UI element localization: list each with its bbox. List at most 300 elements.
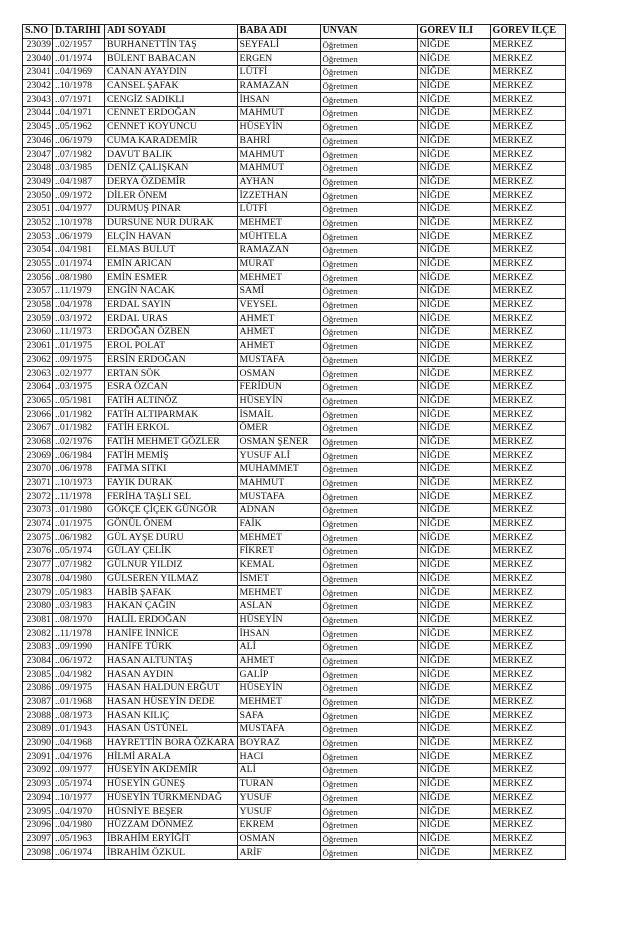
cell-unvan: Öğretmen — [320, 599, 417, 613]
cell-unvan: Öğretmen — [320, 682, 417, 696]
cell-name: GÜL AYŞE DURU — [105, 531, 238, 545]
cell-name: HAKAN ÇAĞIN — [105, 599, 238, 613]
cell-name: HANİFE TÜRK — [105, 640, 238, 654]
cell-sno: 23092 — [23, 764, 53, 778]
cell-date: ..11/1978 — [53, 627, 105, 641]
cell-gorev-il: NİĞDE — [417, 66, 490, 80]
cell-gorev-ilce: MERKEZ — [490, 38, 565, 52]
cell-date: ..01/1982 — [53, 421, 105, 435]
cell-gorev-ilce: MERKEZ — [490, 476, 565, 490]
cell-unvan: Öğretmen — [320, 545, 417, 559]
cell-gorev-il: NİĞDE — [417, 216, 490, 230]
cell-unvan: Öğretmen — [320, 805, 417, 819]
cell-unvan: Öğretmen — [320, 120, 417, 134]
cell-gorev-ilce: MERKEZ — [490, 531, 565, 545]
cell-name: DURSUNE NUR DURAK — [105, 216, 238, 230]
cell-unvan: Öğretmen — [320, 244, 417, 258]
cell-gorev-ilce: MERKEZ — [490, 832, 565, 846]
cell-date: ..01/1975 — [53, 517, 105, 531]
cell-gorev-il: NİĞDE — [417, 326, 490, 340]
cell-date: ..05/1963 — [53, 832, 105, 846]
cell-gorev-il: NİĞDE — [417, 367, 490, 381]
cell-unvan: Öğretmen — [320, 38, 417, 52]
cell-unvan: Öğretmen — [320, 93, 417, 107]
cell-sno: 23061 — [23, 339, 53, 353]
cell-father: SAMİ — [237, 285, 320, 299]
cell-gorev-ilce: MERKEZ — [490, 189, 565, 203]
cell-unvan: Öğretmen — [320, 463, 417, 477]
cell-name: BURHANETTİN TAŞ — [105, 38, 238, 52]
cell-gorev-il: NİĞDE — [417, 394, 490, 408]
cell-date: ..01/1975 — [53, 339, 105, 353]
header-date: D.TARİHİ — [53, 25, 105, 39]
cell-father: HÜSEYİN — [237, 682, 320, 696]
cell-name: EROL POLAT — [105, 339, 238, 353]
cell-gorev-il: NİĞDE — [417, 627, 490, 641]
cell-date: ..10/1978 — [53, 216, 105, 230]
cell-sno: 23081 — [23, 613, 53, 627]
cell-father: MÜHTELA — [237, 230, 320, 244]
cell-date: ..06/1974 — [53, 846, 105, 860]
cell-name: İBRAHİM ERYİĞİT — [105, 832, 238, 846]
cell-gorev-ilce: MERKEZ — [490, 558, 565, 572]
cell-sno: 23055 — [23, 257, 53, 271]
cell-date: ..05/1974 — [53, 545, 105, 559]
cell-father: AHMET — [237, 312, 320, 326]
cell-date: ..04/1968 — [53, 736, 105, 750]
cell-gorev-il: NİĞDE — [417, 599, 490, 613]
cell-father: SAFA — [237, 709, 320, 723]
cell-name: HANİFE İNNİCE — [105, 627, 238, 641]
cell-name: İBRAHİM ÖZKUL — [105, 846, 238, 860]
table-row — [23, 52, 566, 66]
table-row — [23, 832, 566, 846]
cell-sno: 23079 — [23, 586, 53, 600]
cell-sno: 23071 — [23, 476, 53, 490]
cell-sno: 23069 — [23, 449, 53, 463]
cell-father: ÖMER — [237, 421, 320, 435]
cell-gorev-il: NİĞDE — [417, 476, 490, 490]
cell-gorev-ilce: MERKEZ — [490, 777, 565, 791]
table-row — [23, 189, 566, 203]
cell-father: TURAN — [237, 777, 320, 791]
cell-sno: 23076 — [23, 545, 53, 559]
cell-sno: 23052 — [23, 216, 53, 230]
cell-gorev-ilce: MERKEZ — [490, 846, 565, 860]
cell-sno: 23042 — [23, 79, 53, 93]
cell-unvan: Öğretmen — [320, 298, 417, 312]
cell-gorev-ilce: MERKEZ — [490, 613, 565, 627]
header-row — [23, 25, 566, 39]
cell-date: ..07/1982 — [53, 148, 105, 162]
table-row — [23, 736, 566, 750]
cell-father: ASLAN — [237, 599, 320, 613]
cell-name: HÜSEYİN GÜNEŞ — [105, 777, 238, 791]
cell-gorev-ilce: MERKEZ — [490, 107, 565, 121]
cell-gorev-il: NİĞDE — [417, 134, 490, 148]
cell-date: ..06/1979 — [53, 230, 105, 244]
cell-father: LÜTFİ — [237, 202, 320, 216]
table-row — [23, 791, 566, 805]
cell-unvan: Öğretmen — [320, 148, 417, 162]
cell-name: GÜLAY ÇELİK — [105, 545, 238, 559]
cell-gorev-il: NİĞDE — [417, 107, 490, 121]
table-row — [23, 202, 566, 216]
cell-unvan: Öğretmen — [320, 517, 417, 531]
cell-father: BOYRAZ — [237, 736, 320, 750]
cell-gorev-il: NİĞDE — [417, 832, 490, 846]
table-row — [23, 723, 566, 737]
cell-date: ..02/1977 — [53, 367, 105, 381]
cell-unvan: Öğretmen — [320, 791, 417, 805]
cell-name: BÜLENT BABACAN — [105, 52, 238, 66]
cell-gorev-il: NİĞDE — [417, 531, 490, 545]
table-row — [23, 640, 566, 654]
cell-sno: 23074 — [23, 517, 53, 531]
cell-gorev-il: NİĞDE — [417, 723, 490, 737]
cell-unvan: Öğretmen — [320, 818, 417, 832]
table-row — [23, 339, 566, 353]
cell-sno: 23066 — [23, 408, 53, 422]
cell-gorev-ilce: MERKEZ — [490, 93, 565, 107]
cell-date: ..05/1962 — [53, 120, 105, 134]
cell-gorev-ilce: MERKEZ — [490, 668, 565, 682]
cell-father: İHSAN — [237, 93, 320, 107]
cell-name: ENGİN NACAK — [105, 285, 238, 299]
cell-unvan: Öğretmen — [320, 846, 417, 860]
cell-name: ELÇİN HAVAN — [105, 230, 238, 244]
cell-gorev-ilce: MERKEZ — [490, 298, 565, 312]
cell-father: VEYSEL — [237, 298, 320, 312]
personnel-table — [22, 24, 566, 860]
cell-sno: 23075 — [23, 531, 53, 545]
cell-father: MEHMET — [237, 271, 320, 285]
cell-date: ..04/1981 — [53, 244, 105, 258]
cell-gorev-ilce: MERKEZ — [490, 230, 565, 244]
cell-date: ..08/1980 — [53, 271, 105, 285]
cell-father: FİKRET — [237, 545, 320, 559]
cell-father: OSMAN — [237, 832, 320, 846]
cell-date: ..04/1980 — [53, 572, 105, 586]
cell-father: MUSTAFA — [237, 490, 320, 504]
cell-unvan: Öğretmen — [320, 695, 417, 709]
cell-sno: 23067 — [23, 421, 53, 435]
cell-name: HİLMİ ARALA — [105, 750, 238, 764]
cell-gorev-il: NİĞDE — [417, 93, 490, 107]
cell-gorev-ilce: MERKEZ — [490, 586, 565, 600]
table-row — [23, 148, 566, 162]
cell-name: FATİH ERKOL — [105, 421, 238, 435]
table-row — [23, 394, 566, 408]
cell-gorev-il: NİĞDE — [417, 846, 490, 860]
cell-father: GALİP — [237, 668, 320, 682]
cell-father: MURAT — [237, 257, 320, 271]
cell-sno: 23051 — [23, 202, 53, 216]
cell-sno: 23060 — [23, 326, 53, 340]
cell-gorev-ilce: MERKEZ — [490, 216, 565, 230]
cell-father: ALİ — [237, 640, 320, 654]
table-row — [23, 846, 566, 860]
cell-gorev-ilce: MERKEZ — [490, 517, 565, 531]
cell-name: HASAN HALDUN ERĞUT — [105, 682, 238, 696]
table-row — [23, 421, 566, 435]
cell-date: ..03/1985 — [53, 161, 105, 175]
cell-name: HÜSNİYE BEŞER — [105, 805, 238, 819]
cell-gorev-ilce: MERKEZ — [490, 244, 565, 258]
table-row — [23, 175, 566, 189]
header-sno: S.NO — [23, 25, 53, 39]
table-row — [23, 79, 566, 93]
cell-gorev-ilce: MERKEZ — [490, 257, 565, 271]
cell-gorev-il: NİĞDE — [417, 285, 490, 299]
table-row — [23, 380, 566, 394]
cell-father: FERİDUN — [237, 380, 320, 394]
cell-unvan: Öğretmen — [320, 134, 417, 148]
cell-gorev-il: NİĞDE — [417, 695, 490, 709]
cell-father: OSMAN ŞENER — [237, 435, 320, 449]
cell-gorev-ilce: MERKEZ — [490, 271, 565, 285]
cell-date: ..04/1976 — [53, 750, 105, 764]
cell-name: FAYIK DURAK — [105, 476, 238, 490]
cell-unvan: Öğretmen — [320, 504, 417, 518]
cell-unvan: Öğretmen — [320, 79, 417, 93]
header-unvan: UNVAN — [320, 25, 417, 39]
cell-name: HABİB ŞAFAK — [105, 586, 238, 600]
cell-gorev-il: NİĞDE — [417, 777, 490, 791]
cell-date: ..09/1975 — [53, 682, 105, 696]
cell-unvan: Öğretmen — [320, 777, 417, 791]
cell-name: FATİH MEHMET GÖZLER — [105, 435, 238, 449]
cell-gorev-ilce: MERKEZ — [490, 161, 565, 175]
cell-date: ..04/1977 — [53, 202, 105, 216]
cell-name: HÜSEYİN AKDEMİR — [105, 764, 238, 778]
cell-sno: 23065 — [23, 394, 53, 408]
cell-gorev-il: NİĞDE — [417, 175, 490, 189]
cell-sno: 23040 — [23, 52, 53, 66]
cell-date: ..04/1987 — [53, 175, 105, 189]
cell-name: CENGİZ SADIKLI — [105, 93, 238, 107]
cell-gorev-il: NİĞDE — [417, 750, 490, 764]
cell-unvan: Öğretmen — [320, 736, 417, 750]
cell-sno: 23054 — [23, 244, 53, 258]
cell-date: ..01/1982 — [53, 408, 105, 422]
cell-sno: 23089 — [23, 723, 53, 737]
cell-father: OSMAN — [237, 367, 320, 381]
cell-unvan: Öğretmen — [320, 668, 417, 682]
cell-date: ..11/1973 — [53, 326, 105, 340]
cell-date: ..11/1978 — [53, 490, 105, 504]
cell-gorev-ilce: MERKEZ — [490, 736, 565, 750]
cell-date: ..02/1957 — [53, 38, 105, 52]
cell-gorev-il: NİĞDE — [417, 654, 490, 668]
cell-name: FATİH MEMİŞ — [105, 449, 238, 463]
table-row — [23, 805, 566, 819]
cell-father: MEHMET — [237, 586, 320, 600]
cell-gorev-ilce: MERKEZ — [490, 175, 565, 189]
cell-name: HALİL ERDOĞAN — [105, 613, 238, 627]
cell-gorev-il: NİĞDE — [417, 339, 490, 353]
cell-name: GÖNÜL ÖNEM — [105, 517, 238, 531]
cell-gorev-il: NİĞDE — [417, 38, 490, 52]
cell-name: FATMA SITKI — [105, 463, 238, 477]
cell-gorev-il: NİĞDE — [417, 709, 490, 723]
cell-date: ..04/1980 — [53, 818, 105, 832]
table-row — [23, 517, 566, 531]
table-row — [23, 298, 566, 312]
cell-father: KEMAL — [237, 558, 320, 572]
cell-date: ..03/1983 — [53, 599, 105, 613]
cell-gorev-ilce: MERKEZ — [490, 367, 565, 381]
cell-name: GÜLNUR YILDIZ — [105, 558, 238, 572]
cell-gorev-il: NİĞDE — [417, 202, 490, 216]
cell-date: ..05/1974 — [53, 777, 105, 791]
table-row — [23, 134, 566, 148]
cell-date: ..04/1970 — [53, 805, 105, 819]
table-row — [23, 627, 566, 641]
cell-unvan: Öğretmen — [320, 750, 417, 764]
cell-date: ..07/1971 — [53, 93, 105, 107]
cell-date: ..08/1970 — [53, 613, 105, 627]
cell-gorev-ilce: MERKEZ — [490, 394, 565, 408]
cell-name: DERYA ÖZDEMİR — [105, 175, 238, 189]
cell-name: HÜSEYİN TÜRKMENDAĞ — [105, 791, 238, 805]
cell-unvan: Öğretmen — [320, 764, 417, 778]
cell-unvan: Öğretmen — [320, 613, 417, 627]
table-body — [23, 38, 566, 859]
cell-father: İHSAN — [237, 627, 320, 641]
cell-sno: 23088 — [23, 709, 53, 723]
cell-unvan: Öğretmen — [320, 421, 417, 435]
cell-unvan: Öğretmen — [320, 189, 417, 203]
cell-date: ..01/1968 — [53, 695, 105, 709]
cell-gorev-ilce: MERKEZ — [490, 764, 565, 778]
cell-father: HACI — [237, 750, 320, 764]
cell-sno: 23080 — [23, 599, 53, 613]
cell-name: EMİN ARICAN — [105, 257, 238, 271]
cell-gorev-ilce: MERKEZ — [490, 791, 565, 805]
cell-name: HAYRETTİN BORA ÖZKARA — [105, 736, 238, 750]
cell-father: İZZETHAN — [237, 189, 320, 203]
cell-sno: 23045 — [23, 120, 53, 134]
cell-father: AHMET — [237, 654, 320, 668]
cell-unvan: Öğretmen — [320, 175, 417, 189]
cell-sno: 23049 — [23, 175, 53, 189]
cell-name: ERDAL SAYIN — [105, 298, 238, 312]
cell-name: FERİHA TAŞLI SEL — [105, 490, 238, 504]
cell-date: ..10/1978 — [53, 79, 105, 93]
cell-unvan: Öğretmen — [320, 367, 417, 381]
cell-gorev-il: NİĞDE — [417, 380, 490, 394]
table-row — [23, 216, 566, 230]
cell-name: DURMUŞ PINAR — [105, 202, 238, 216]
cell-gorev-ilce: MERKEZ — [490, 490, 565, 504]
cell-date: ..05/1983 — [53, 586, 105, 600]
cell-sno: 23039 — [23, 38, 53, 52]
table-row — [23, 613, 566, 627]
cell-sno: 23083 — [23, 640, 53, 654]
cell-father: ARİF — [237, 846, 320, 860]
cell-name: HASAN HÜSEYİN DEDE — [105, 695, 238, 709]
cell-unvan: Öğretmen — [320, 832, 417, 846]
cell-date: ..04/1971 — [53, 107, 105, 121]
cell-father: HÜSEYİN — [237, 394, 320, 408]
cell-name: CANSEL ŞAFAK — [105, 79, 238, 93]
cell-sno: 23063 — [23, 367, 53, 381]
cell-father: AHMET — [237, 326, 320, 340]
table-row — [23, 818, 566, 832]
cell-gorev-ilce: MERKEZ — [490, 750, 565, 764]
cell-gorev-il: NİĞDE — [417, 545, 490, 559]
cell-father: İSMAİL — [237, 408, 320, 422]
cell-gorev-ilce: MERKEZ — [490, 339, 565, 353]
cell-name: FATİH ALTINÖZ — [105, 394, 238, 408]
cell-sno: 23044 — [23, 107, 53, 121]
cell-father: MUSTAFA — [237, 723, 320, 737]
cell-gorev-il: NİĞDE — [417, 805, 490, 819]
table-row — [23, 257, 566, 271]
cell-sno: 23059 — [23, 312, 53, 326]
table-row — [23, 668, 566, 682]
cell-name: ESRA ÖZCAN — [105, 380, 238, 394]
cell-gorev-il: NİĞDE — [417, 586, 490, 600]
cell-unvan: Öğretmen — [320, 216, 417, 230]
cell-name: ERSİN ERDOĞAN — [105, 353, 238, 367]
cell-unvan: Öğretmen — [320, 285, 417, 299]
cell-unvan: Öğretmen — [320, 531, 417, 545]
cell-sno: 23087 — [23, 695, 53, 709]
table-header — [23, 25, 566, 39]
cell-gorev-ilce: MERKEZ — [490, 818, 565, 832]
cell-sno: 23057 — [23, 285, 53, 299]
table-row — [23, 545, 566, 559]
table-row — [23, 709, 566, 723]
cell-sno: 23082 — [23, 627, 53, 641]
cell-gorev-il: NİĞDE — [417, 504, 490, 518]
cell-father: MEHMET — [237, 531, 320, 545]
cell-name: FATİH ALTIPARMAK — [105, 408, 238, 422]
cell-father: HÜSEYİN — [237, 613, 320, 627]
cell-unvan: Öğretmen — [320, 271, 417, 285]
cell-father: MAHMUT — [237, 107, 320, 121]
cell-father: MUSTAFA — [237, 353, 320, 367]
cell-unvan: Öğretmen — [320, 586, 417, 600]
cell-name: ERDOĞAN ÖZBEN — [105, 326, 238, 340]
cell-date: ..06/1978 — [53, 463, 105, 477]
table-row — [23, 93, 566, 107]
cell-gorev-ilce: MERKEZ — [490, 545, 565, 559]
cell-name: ERDAL URAS — [105, 312, 238, 326]
cell-gorev-il: NİĞDE — [417, 161, 490, 175]
table-row — [23, 777, 566, 791]
cell-unvan: Öğretmen — [320, 161, 417, 175]
cell-unvan: Öğretmen — [320, 312, 417, 326]
cell-father: MAHMUT — [237, 148, 320, 162]
cell-gorev-il: NİĞDE — [417, 764, 490, 778]
cell-father: EKREM — [237, 818, 320, 832]
cell-name: HASAN KILIÇ — [105, 709, 238, 723]
table-row — [23, 408, 566, 422]
cell-unvan: Öğretmen — [320, 202, 417, 216]
cell-unvan: Öğretmen — [320, 408, 417, 422]
cell-gorev-il: NİĞDE — [417, 257, 490, 271]
table-row — [23, 695, 566, 709]
cell-date: ..11/1979 — [53, 285, 105, 299]
table-row — [23, 490, 566, 504]
cell-gorev-il: NİĞDE — [417, 298, 490, 312]
cell-unvan: Öğretmen — [320, 627, 417, 641]
cell-name: ELMAS BULUT — [105, 244, 238, 258]
cell-unvan: Öğretmen — [320, 230, 417, 244]
